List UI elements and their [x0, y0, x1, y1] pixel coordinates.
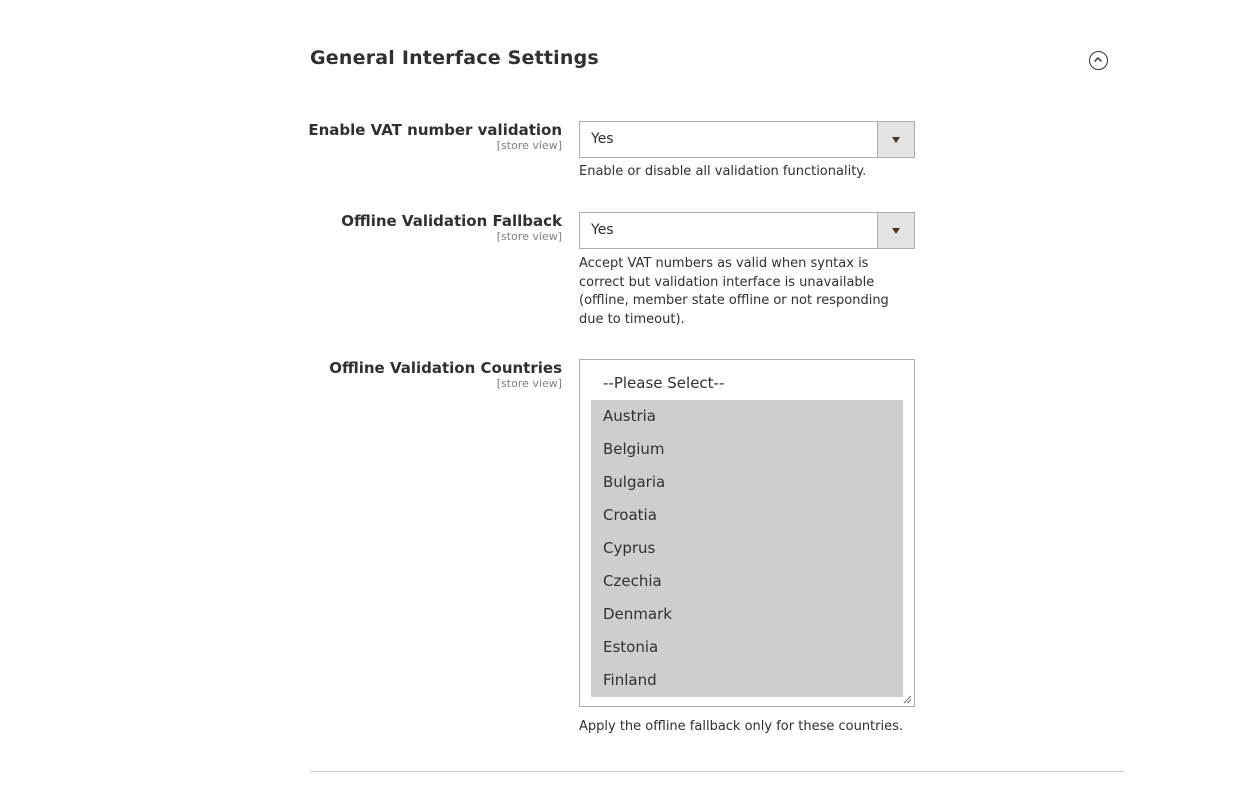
collapse-section-button[interactable] [1089, 51, 1108, 70]
section-divider [310, 771, 1125, 772]
offline-fallback-select[interactable] [579, 212, 915, 249]
option-country[interactable]: Cyprus [591, 532, 903, 565]
scope-label: [store view] [496, 377, 562, 390]
field-label-offline-fallback [302, 212, 562, 243]
select-value: Yes [591, 131, 614, 147]
vat-validation-select[interactable] [579, 121, 915, 158]
option-country[interactable]: Croatia [591, 499, 903, 532]
field-label-text: Offline Validation Fallback [341, 212, 562, 230]
option-country[interactable]: Czechia [591, 565, 903, 598]
offline-countries-multiselect[interactable] [579, 359, 915, 707]
option-country[interactable]: Belgium [591, 433, 903, 466]
option-country[interactable]: Finland [591, 664, 903, 697]
option-please-select[interactable]: --Please Select-- [603, 374, 725, 392]
chevron-up-icon [1093, 55, 1103, 65]
scope-label: [store view] [496, 230, 562, 243]
caret-down-icon [892, 228, 900, 234]
resize-handle-icon[interactable] [903, 695, 912, 704]
select-arrow-button[interactable] [877, 122, 914, 157]
select-arrow-button[interactable] [877, 213, 914, 248]
scope-label: [store view] [496, 139, 562, 152]
field-label-text: Enable VAT number validation [308, 121, 562, 139]
field-note: Accept VAT numbers as valid when syntax is correct but validation interface is unavailable (offline, member state offline or not responding due to timeout). [579, 256, 889, 327]
select-value: Yes [591, 222, 614, 238]
general-interface-settings-section [310, 0, 1125, 772]
option-country[interactable]: Austria [591, 400, 903, 433]
option-country[interactable]: Denmark [591, 598, 903, 631]
field-label-offline-countries [302, 359, 562, 390]
option-country[interactable]: Estonia [591, 631, 903, 664]
field-note: Enable or disable all validation functionality. [579, 164, 867, 179]
section-title: General Interface Settings [310, 47, 599, 69]
field-note: Apply the offline fallback only for these countries. [579, 719, 904, 734]
option-country[interactable]: Bulgaria [591, 466, 903, 499]
caret-down-icon [892, 137, 900, 143]
field-label-vat-validation [302, 121, 562, 152]
field-label-text: Offline Validation Countries [329, 359, 562, 377]
